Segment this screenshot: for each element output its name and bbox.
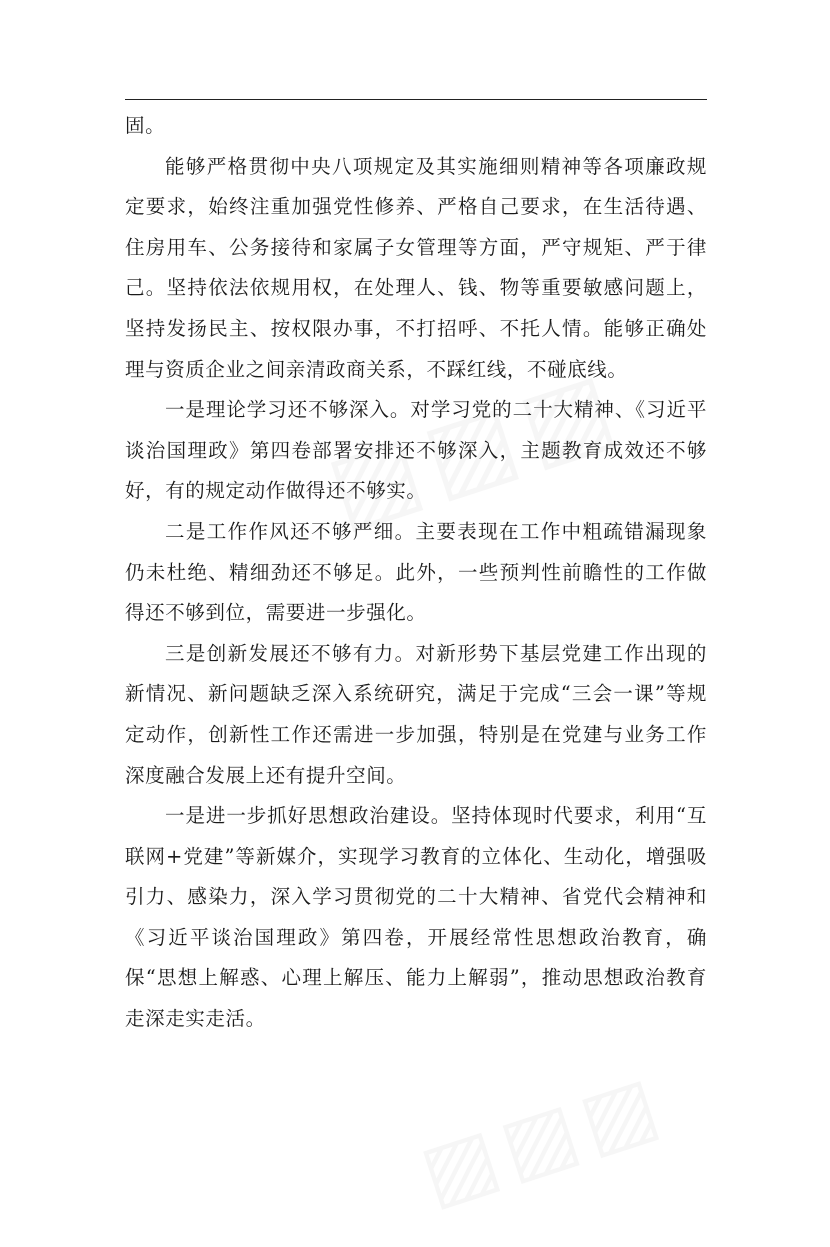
header-rule: [125, 99, 707, 100]
paragraph: 二是工作作风还不够严细。主要表现在工作中粗疏错漏现象仍未杜绝、精细劲还不够足。此外，一些预判性前瞻性的工作做得还不够到位，需要进一步强化。: [125, 519, 707, 625]
document-body: [125, 106, 707, 1040]
paragraph: 三是创新发展还不够有力。对新形势下基层党建工作出现的新情况、新问题缺乏深入系统研究，满足于完成“三会一课”等规定动作，创新性工作还需进一步加强，特别是在党建与业务工作深度融合发展上还有提升空间。: [125, 641, 707, 787]
paragraph: 固。: [125, 114, 166, 137]
paragraph: 一是进一步抓好思想政治建设。坚持体现时代要求，利用“互联网+党建”等新媒介，实现学习教育的立体化、生动化，增强吸引力、感染力，深入学习贯彻党的二十大精神、省党代会精神和《习近平谈治国理政》第四卷，开展经常性思想政治教育，确保“思想上解惑、心理上解压、能力上解弱”，推动思想政治教育走深走实走活。: [125, 804, 707, 1031]
paragraph: 一是理论学习还不够深入。对学习党的二十大精神、《习近平谈治国理政》第四卷部署安排还不够深入，主题教育成效还不够好，有的规定动作做得还不够实。: [125, 398, 707, 503]
paragraph: 能够严格贯彻中央八项规定及其实施细则精神等各项廉政规定要求，始终注重加强党性修养、严格自己要求，在生活待遇、住房用车、公务接待和家属子女管理等方面，严守规矩、严于律己。坚持依法依规用权，在处理人、钱、物等重要敏感问题上，坚持发扬民主、按权限办事，不打招呼、不托人情。能够正确处理与资质企业之间亲清政商关系，不踩红线，不碰底线。: [125, 154, 707, 381]
watermark: [409, 1033, 750, 1246]
